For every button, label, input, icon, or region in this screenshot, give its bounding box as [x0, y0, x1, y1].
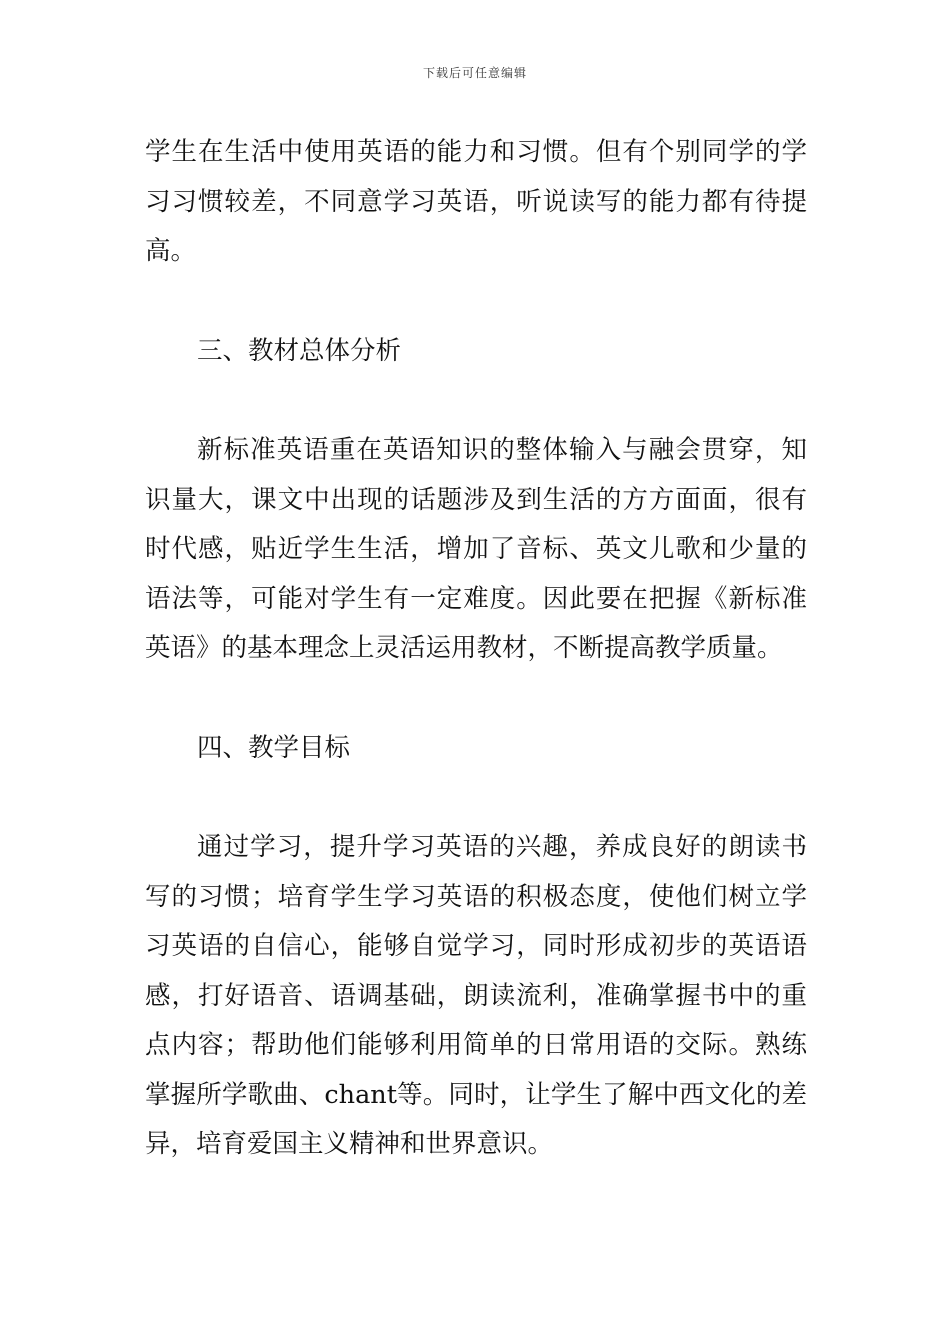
- section-3-paragraph: 新标准英语重在英语知识的整体输入与融会贯穿，知识量大，课文中出现的话题涉及到生活的方方面面，很有时代感，贴近学生生活，增加了音标、英文儿歌和少量的语法等，可能对学生有一定难度。因此要在把握《新标准英语》的基本理念上灵活运用教材，不断提高教学质量。: [145, 435, 807, 663]
- section-3-heading: 三、教材总体分析: [197, 335, 402, 366]
- section-4-heading: 四、教学目标: [197, 732, 351, 763]
- page-header: 下载后可任意编辑: [422, 66, 527, 80]
- section-4-paragraph: 通过学习，提升学习英语的兴趣，养成良好的朗读书写的习惯；培育学生学习英语的积极态度，使他们树立学习英语的自信心，能够自觉学习，同时形成初步的英语语感，打好语音、语调基础，朗读流利，准确掌握书中的重点内容；帮助他们能够利用简单的日常用语的交际。熟练掌握所学歌曲、chant等。同时，让学生了解中西文化的差异，培育爱国主义精神和世界意识。: [145, 832, 807, 1159]
- document-body: [145, 128, 807, 1170]
- intro-paragraph: 学生在生活中使用英语的能力和习惯。但有个别同学的学习习惯较差，不同意学习英语，听说读写的能力都有待提高。: [145, 137, 807, 266]
